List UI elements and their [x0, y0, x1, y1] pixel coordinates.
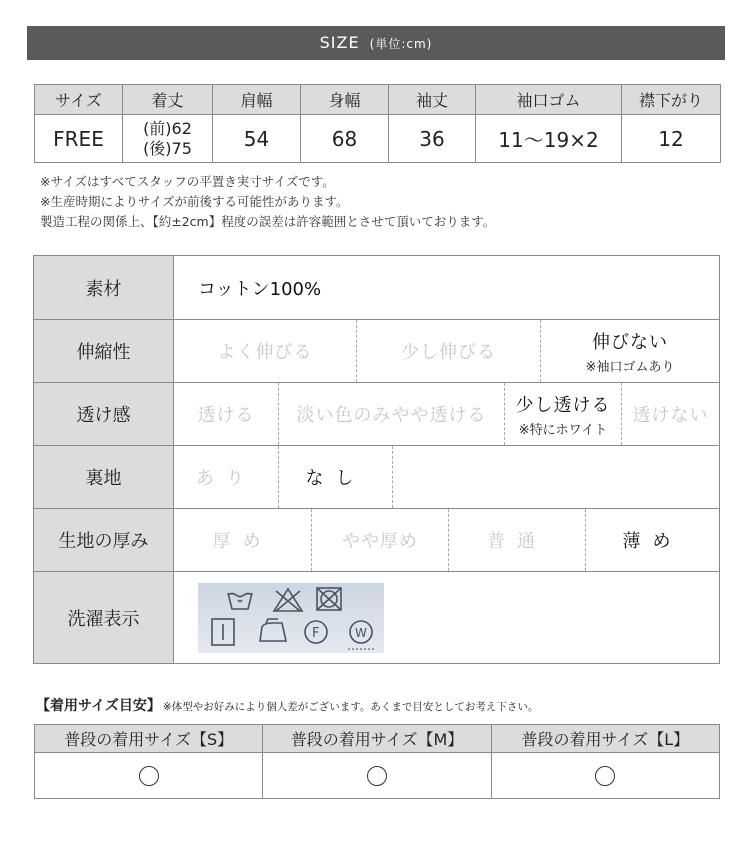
- no-bleach-icon: [274, 589, 302, 611]
- cell-cuff: 11〜19×2: [476, 115, 622, 163]
- circle-mark-icon: [595, 766, 615, 786]
- lining-empty: [392, 446, 719, 508]
- no-tumble-dry-icon: [317, 588, 341, 610]
- header-cuff: 袖口ゴム: [476, 85, 622, 115]
- banner-title: SIZE: [319, 33, 360, 52]
- care-label: 洗濯表示: [34, 572, 174, 663]
- svg-text:F: F: [312, 626, 320, 641]
- header-length: 着丈: [123, 85, 213, 115]
- stretch-option: よく伸びる: [217, 342, 313, 363]
- svg-text:W: W: [355, 626, 367, 640]
- fit-header-s: 普段の着用サイズ【S】: [35, 725, 263, 753]
- size-banner: [27, 26, 725, 60]
- spec-row-sheer: [34, 382, 719, 445]
- size-table: [34, 84, 721, 163]
- fit-table-header: [35, 725, 720, 753]
- fit-mark-s: [35, 753, 263, 799]
- stretch-option: 少し伸びる: [356, 320, 540, 382]
- wash-tub-icon: [228, 593, 252, 609]
- fit-table-row: [35, 753, 720, 799]
- sheer-option: 透けない: [621, 383, 719, 445]
- iron-icon: [260, 619, 286, 641]
- header-size: サイズ: [35, 85, 123, 115]
- fit-header-m: 普段の着用サイズ【M】: [263, 725, 491, 753]
- lining-label: 裏地: [34, 446, 174, 508]
- thickness-option: 普通: [448, 509, 585, 571]
- stretch-note: ※袖口ゴムあり: [585, 359, 675, 375]
- cell-size: FREE: [35, 115, 123, 163]
- cell-neck: 12: [622, 115, 721, 163]
- fit-guide-title: [36, 695, 538, 715]
- sheer-option-selected: 少し透ける ※特にホワイト: [504, 383, 621, 445]
- header-sleeve: 袖丈: [389, 85, 476, 115]
- spec-row-care: [34, 571, 719, 663]
- circle-mark-icon: [139, 766, 159, 786]
- thickness-label: 生地の厚み: [34, 509, 174, 571]
- lining-option: あり: [196, 468, 256, 489]
- length-front: (前)62: [143, 118, 192, 138]
- care-tag-image: [198, 583, 384, 653]
- circle-mark-icon: [367, 766, 387, 786]
- spec-row-thickness: [34, 508, 719, 571]
- fit-guide-note: ※体型やお好みにより個人差がございます。あくまで目安としてお考え下さい。: [162, 701, 539, 713]
- note-line: ※サイズはすべてスタッフの平置き実寸サイズです。: [40, 174, 335, 189]
- fit-table: [34, 724, 720, 799]
- note-line: 製造工程の関係上、【約±2cm】程度の誤差は許容範囲とさせて頂いております。: [40, 214, 496, 229]
- thickness-option: やや厚め: [311, 509, 448, 571]
- spec-row-stretch: [34, 319, 719, 382]
- size-notes: [40, 172, 495, 232]
- header-neck: 襟下がり: [622, 85, 721, 115]
- spec-row-lining: [34, 445, 719, 508]
- lining-option-selected: なし: [278, 446, 392, 508]
- spec-row-material: [34, 256, 719, 319]
- sheer-option: 透ける: [197, 405, 255, 426]
- thickness-option-selected: 薄め: [585, 509, 719, 571]
- header-shoulder: 肩幅: [213, 85, 301, 115]
- spec-table: [33, 255, 720, 664]
- size-table-row: [35, 115, 721, 163]
- cell-width: 68: [301, 115, 389, 163]
- care-symbols: [198, 583, 384, 653]
- fit-mark-l: [491, 753, 719, 799]
- sheer-label: 透け感: [34, 383, 174, 445]
- sheer-note: ※特にホワイト: [518, 422, 608, 438]
- cell-shoulder: 54: [213, 115, 301, 163]
- fit-mark-m: [263, 753, 491, 799]
- cell-sleeve: 36: [389, 115, 476, 163]
- stretch-label: 伸縮性: [34, 320, 174, 382]
- sheer-option: 淡い色のみやや透ける: [278, 383, 504, 445]
- banner-unit: (単位:cm): [369, 37, 433, 51]
- size-table-header: [35, 85, 721, 115]
- material-label: 素材: [34, 256, 174, 319]
- stretch-option-selected: 伸びない ※袖口ゴムあり: [540, 320, 719, 382]
- fit-header-l: 普段の着用サイズ【L】: [491, 725, 719, 753]
- material-value: コットン100%: [198, 278, 322, 300]
- note-line: ※生産時期によりサイズが前後する可能性があります。: [40, 194, 349, 209]
- line-dry-icon: [212, 619, 234, 645]
- header-width: 身幅: [301, 85, 389, 115]
- cell-length: [123, 115, 213, 163]
- length-back: (後)75: [143, 138, 192, 158]
- fit-guide-heading: 【着用サイズ目安】: [36, 698, 161, 714]
- thickness-option: 厚め: [212, 531, 273, 552]
